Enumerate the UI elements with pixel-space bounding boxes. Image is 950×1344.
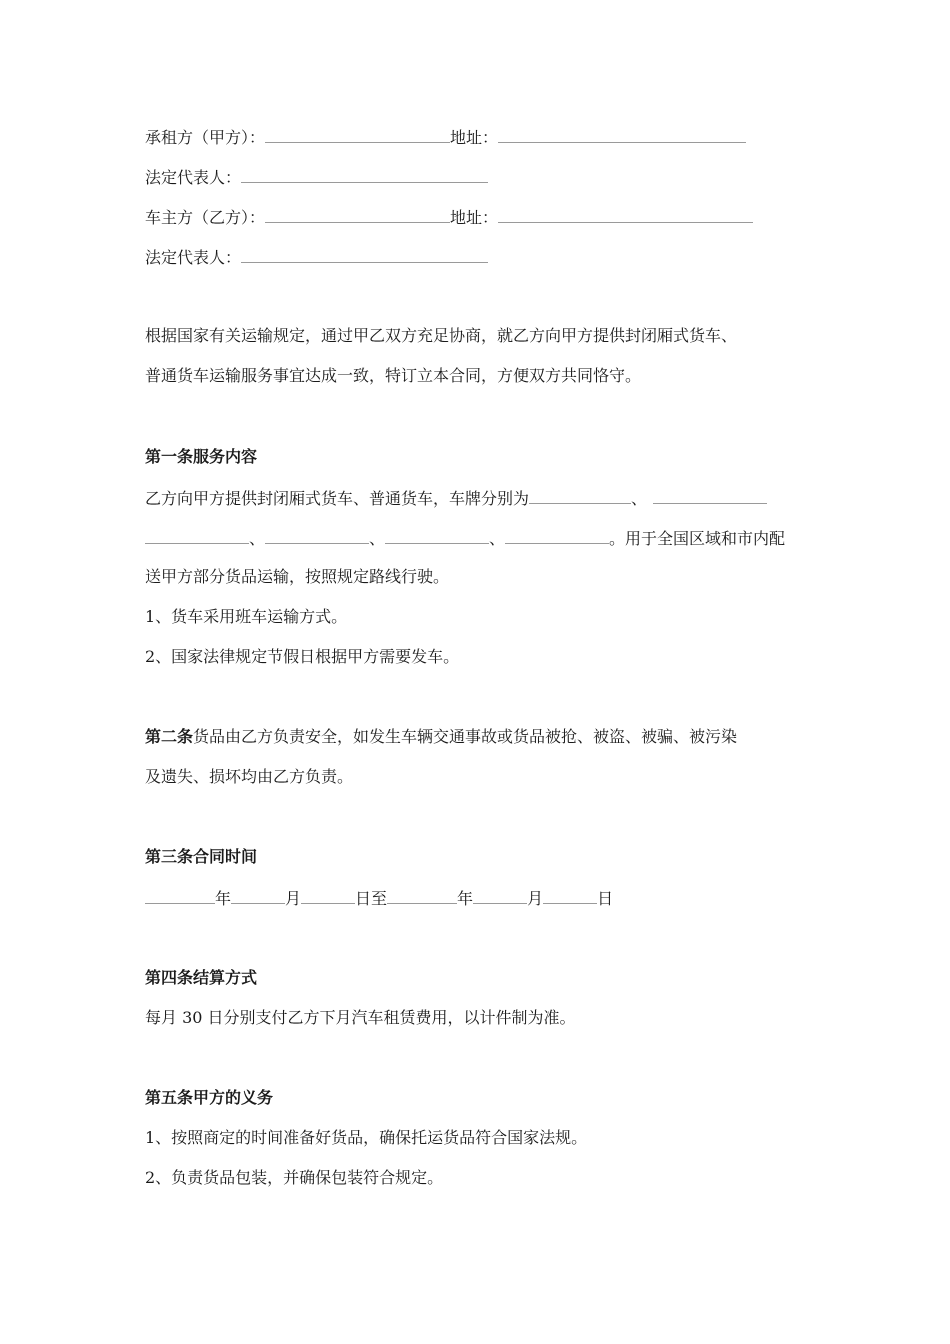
article1-line-1	[145, 486, 767, 508]
article4-text: 每月 30 日分别支付乙方下月汽车租赁费用，以计件制为准。	[145, 1008, 576, 1027]
article1-line2-end: 。用于全国区域和市内配	[609, 529, 786, 548]
lessee-rep-blank	[241, 165, 488, 183]
article1-line-2	[145, 526, 785, 548]
article5-item-2: 2、负责货品包装，并确保包装符合规定。	[145, 1168, 444, 1187]
owner-rep-label: 法定代表人：	[145, 248, 242, 267]
lessee-rep-label: 法定代表人：	[145, 168, 242, 187]
plate-blank-5	[385, 526, 489, 544]
owner-line	[145, 205, 753, 227]
separator: 、	[249, 529, 266, 548]
article3-dates	[145, 886, 613, 908]
owner-label: 车主方（乙方）：	[145, 208, 266, 227]
lessee-rep-line	[145, 165, 488, 187]
plate-blank-6	[505, 526, 609, 544]
start-year-blank	[145, 886, 215, 904]
article2-text-1: 货品由乙方负责安全，如发生车辆交通事故或货品被抢、被盗、被骗、被污染	[193, 727, 738, 746]
lessee-name-blank	[265, 125, 450, 143]
month-label: 月	[285, 889, 302, 908]
owner-address-blank	[498, 205, 753, 223]
day-label: 日	[597, 889, 614, 908]
article3-title: 第三条合同时间	[145, 847, 258, 866]
article1-item-1: 1、货车采用班车运输方式。	[145, 607, 348, 626]
plate-blank-2	[653, 486, 767, 504]
separator: 、	[369, 529, 386, 548]
article2-line-2: 及遗失、损坏均由乙方负责。	[145, 767, 354, 786]
lessee-address-blank	[498, 125, 746, 143]
end-day-blank	[543, 886, 597, 904]
day-to-label: 日至	[355, 889, 388, 908]
start-month-blank	[231, 886, 285, 904]
lessee-label: 承租方（甲方）：	[145, 128, 266, 147]
article5-item-1: 1、按照商定的时间准备好货品，确保托运货品符合国家法规。	[145, 1128, 588, 1147]
article5-title: 第五条甲方的义务	[145, 1088, 274, 1107]
article1-text: 乙方向甲方提供封闭厢式货车、普通货车，车牌分别为	[145, 489, 530, 508]
plate-blank-1	[529, 486, 631, 504]
end-month-blank	[473, 886, 527, 904]
article2-title: 第二条	[145, 727, 194, 746]
article1-title: 第一条服务内容	[145, 447, 258, 466]
lessee-line	[145, 125, 746, 147]
article4-title: 第四条结算方式	[145, 968, 258, 987]
article2-line-1	[145, 726, 737, 748]
owner-name-blank	[265, 205, 450, 223]
end-year-blank	[387, 886, 457, 904]
year-label: 年	[457, 889, 474, 908]
separator: 、	[631, 489, 648, 508]
intro-line-2: 普通货车运输服务事宜达成一致，特订立本合同，方便双方共同恪守。	[145, 366, 642, 385]
plate-blank-4	[265, 526, 369, 544]
article1-line-3: 送甲方部分货品运输，按照规定路线行驶。	[145, 567, 450, 586]
start-day-blank	[301, 886, 355, 904]
lessee-address-label: 地址：	[450, 128, 499, 147]
month-label: 月	[527, 889, 544, 908]
owner-address-label: 地址：	[450, 208, 499, 227]
owner-rep-line	[145, 245, 488, 267]
owner-rep-blank	[241, 245, 488, 263]
separator: 、	[489, 529, 506, 548]
article1-item-2: 2、国家法律规定节假日根据甲方需要发车。	[145, 647, 460, 666]
plate-blank-3	[145, 526, 249, 544]
intro-line-1: 根据国家有关运输规定，通过甲乙双方充足协商，就乙方向甲方提供封闭厢式货车、	[145, 326, 738, 345]
year-label: 年	[215, 889, 232, 908]
